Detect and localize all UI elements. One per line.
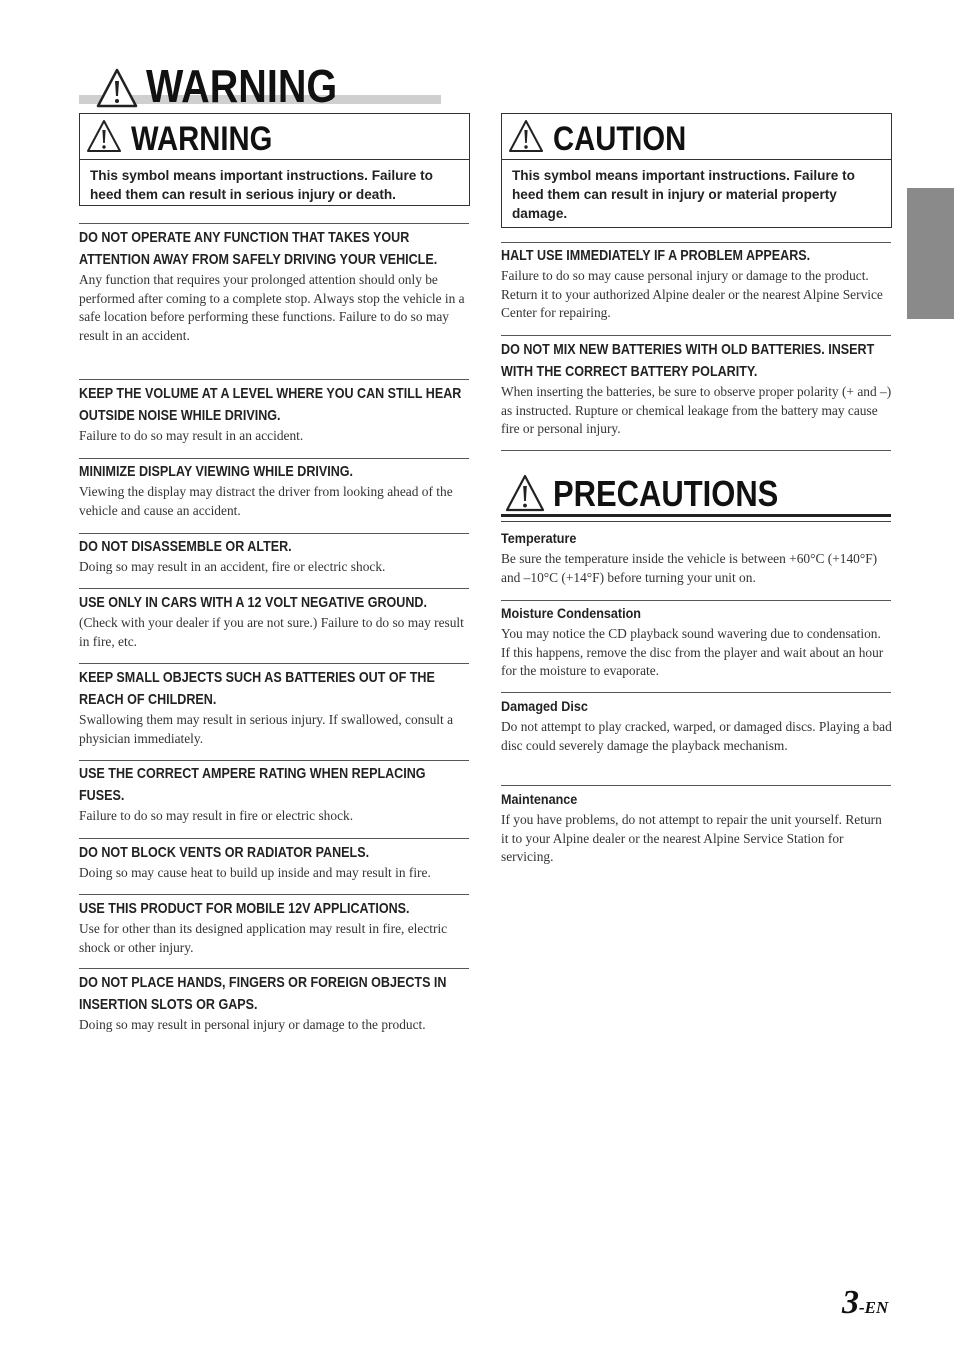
precautions-title-rule: [501, 514, 891, 517]
precaution-item: [501, 530, 892, 587]
warning-item-heading: KEEP THE VOLUME AT A LEVEL WHERE YOU CAN STILL HEAR OUTSIDE NOISE WHILE DRIVING.: [79, 386, 462, 424]
caution-item: [501, 339, 892, 439]
warning-item-heading: USE THE CORRECT AMPERE RATING WHEN REPLACING FUSES.: [79, 766, 426, 804]
warning-item: [79, 763, 470, 826]
caution-item-heading: HALT USE IMMEDIATELY IF A PROBLEM APPEARS.: [501, 248, 811, 264]
divider: [79, 760, 469, 761]
divider: [501, 335, 891, 336]
divider: [79, 968, 469, 969]
warning-item-body: Doing so may result in personal injury or damage to the product.: [79, 1017, 426, 1032]
warning-box: [79, 113, 470, 206]
precaution-item-heading: Maintenance: [501, 791, 578, 807]
caution-triangle-icon: [508, 119, 544, 153]
divider: [79, 223, 469, 224]
caution-box-header: [502, 114, 891, 160]
warning-triangle-icon: [96, 68, 138, 108]
caution-item-body: When inserting the batteries, be sure to observe proper polarity (+ and –) as instructed. Rupture or chemical leakage from the battery may cause fire or personal injury.: [501, 384, 892, 436]
divider: [79, 379, 469, 380]
divider: [79, 533, 469, 534]
warning-item: [79, 383, 470, 446]
warning-item: [79, 536, 470, 577]
divider: [79, 894, 469, 895]
precaution-item-body: Be sure the temperature inside the vehicle is between +60°C (+140°F) and –10°C (+14°F) before turning your unit on.: [501, 551, 878, 585]
precautions-title: [501, 472, 892, 520]
warning-box-title: WARNING: [131, 120, 273, 158]
precaution-item-body: You may notice the CD playback sound wavering due to condensation. If this happens, remove the disc from the player and wait about an hour for the moisture to evaporate.: [501, 626, 884, 678]
warning-item-heading: MINIMIZE DISPLAY VIEWING WHILE DRIVING.: [79, 464, 354, 480]
precautions-title-text: PRECAUTIONS: [553, 473, 779, 514]
warning-item-heading: DO NOT BLOCK VENTS OR RADIATOR PANELS.: [79, 845, 370, 861]
divider: [501, 600, 891, 601]
warning-item-body: Use for other than its designed application may result in fire, electric shock or other injury.: [79, 921, 448, 955]
divider: [501, 242, 891, 243]
warning-item: [79, 227, 470, 345]
warning-item-heading: DO NOT PLACE HANDS, FINGERS OR FOREIGN OBJECTS IN INSERTION SLOTS OR GAPS.: [79, 975, 447, 1013]
page-number-suffix: -EN: [859, 1298, 889, 1317]
precaution-item: [501, 605, 892, 681]
divider: [501, 785, 891, 786]
warning-triangle-icon: [505, 474, 545, 512]
divider: [79, 458, 469, 459]
warning-item-body: Any function that requires your prolonged attention should only be performed after coming to a complete stop. Always stop the vehicle in a safe location before performing these functions. Failure to do so may result in an accident.: [79, 272, 465, 343]
warning-item-body: (Check with your dealer if you are not sure.) Failure to do so may result in fire, etc.: [79, 615, 464, 649]
caution-box: [501, 113, 892, 228]
warning-item-body: Doing so may result in an accident, fire or electric shock.: [79, 559, 386, 574]
precaution-item-heading: Temperature: [501, 530, 577, 546]
warning-item-heading: DO NOT OPERATE ANY FUNCTION THAT TAKES YOUR ATTENTION AWAY FROM SAFELY DRIVING YOUR VEHICLE.: [79, 230, 438, 268]
warning-item: [79, 842, 470, 883]
precaution-item: [501, 791, 892, 867]
precaution-item-body: If you have problems, do not attempt to repair the unit yourself. Return it to your Alpine dealer or the nearest Alpine Service Station for servicing.: [501, 812, 882, 864]
warning-item-body: Failure to do so may result in an accident.: [79, 428, 304, 443]
warning-item-body: Failure to do so may result in fire or electric shock.: [79, 808, 354, 823]
divider: [501, 450, 891, 451]
warning-item: [79, 461, 470, 520]
warning-item-heading: DO NOT DISASSEMBLE OR ALTER.: [79, 539, 292, 555]
precaution-item: [501, 698, 892, 755]
warning-item: [79, 592, 470, 651]
precaution-item-heading: Damaged Disc: [501, 698, 588, 714]
caution-item-body: Failure to do so may cause personal injury or damage to the product. Return it to your authorized Alpine dealer or the nearest Alpine Service Center for repairing.: [501, 268, 883, 320]
warning-item-body: Viewing the display may distract the driver from looking ahead of the vehicle and cause an accident.: [79, 484, 453, 518]
caution-box-text: This symbol means important instructions. Failure to heed them can result in injury or material property damage.: [512, 168, 855, 221]
main-title-text: WARNING: [146, 60, 338, 112]
warning-box-text: This symbol means important instructions. Failure to heed them can result in serious injury or death.: [90, 168, 433, 202]
divider: [79, 838, 469, 839]
precaution-item-heading: Moisture Condensation: [501, 605, 642, 621]
precautions-title-rule-thin: [501, 521, 891, 522]
warning-item-heading: USE ONLY IN CARS WITH A 12 VOLT NEGATIVE GROUND.: [79, 595, 427, 611]
divider: [79, 663, 469, 664]
warning-triangle-icon: [86, 119, 122, 153]
precaution-item-body: Do not attempt to play cracked, warped, or damaged discs. Playing a bad disc could severely damage the playback mechanism.: [501, 719, 892, 753]
warning-item: [79, 972, 470, 1035]
divider: [501, 692, 891, 693]
page-number-digit: 3: [842, 1284, 859, 1321]
warning-item-heading: USE THIS PRODUCT FOR MOBILE 12V APPLICATIONS.: [79, 901, 410, 917]
caution-item-heading: DO NOT MIX NEW BATTERIES WITH OLD BATTERIES. INSERT WITH THE CORRECT BATTERY POLARITY.: [501, 342, 875, 380]
warning-item-heading: KEEP SMALL OBJECTS SUCH AS BATTERIES OUT OF THE REACH OF CHILDREN.: [79, 670, 435, 708]
page-number: [842, 1284, 888, 1322]
warning-item: [79, 898, 470, 957]
warning-box-header: [80, 114, 469, 160]
caution-box-title: CAUTION: [553, 120, 687, 158]
warning-item-body: Swallowing them may result in serious injury. If swallowed, consult a physician immediately.: [79, 712, 454, 746]
caution-item: [501, 245, 892, 323]
warning-item-body: Doing so may cause heat to build up inside and may result in fire.: [79, 865, 431, 880]
warning-item: [79, 667, 470, 748]
side-tab: [907, 188, 954, 319]
divider: [79, 588, 469, 589]
